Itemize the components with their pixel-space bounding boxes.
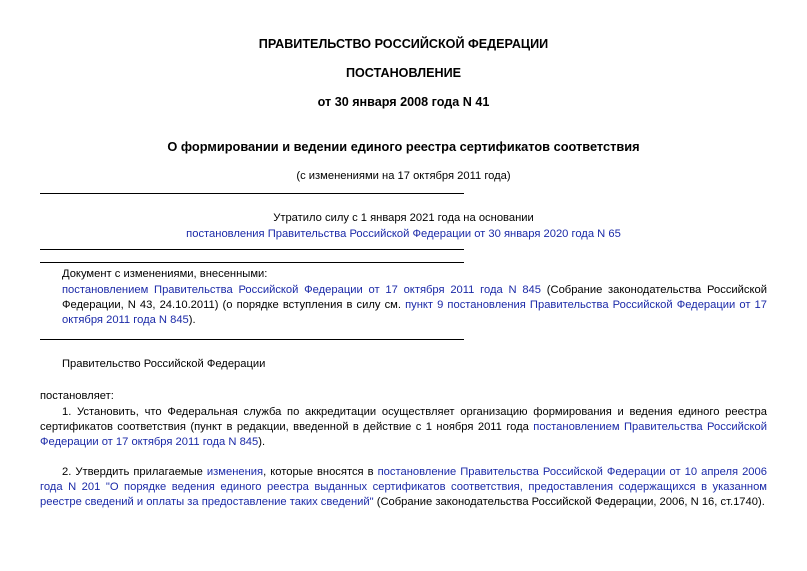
government-heading: ПРАВИТЕЛЬСТВО РОССИЙСКОЙ ФЕДЕРАЦИИ: [258, 37, 549, 51]
divider: [40, 339, 464, 340]
expired-basis-link[interactable]: постановления Правительства Российской Федерации от 30 января 2020 года N 65: [186, 228, 621, 240]
item-1-link[interactable]: постановлением Правительства Российской Федерации от 17 октября 2011 года N 845: [40, 421, 767, 448]
expired-notice-link-line: [0, 227, 807, 242]
divider: [40, 249, 464, 250]
decree-201-link[interactable]: постановление Правительства Российской Федерации от 10 апреля 2006 года N 201 "О порядке ведения единого реестра выданных сертификатов соответствия, предоставления содержащихся в указанном реестре сведений и оплаты за предоставление таких сведений": [40, 466, 767, 508]
changes-list: [40, 283, 767, 328]
document-title: О формировании и ведении единого реестра сертификатов соответствия: [167, 139, 640, 154]
date-number-heading: от 30 января 2008 года N 41: [317, 95, 490, 109]
item-1-text: 1. Установить, что Федеральная служба по аккредитации осуществляет организацию формирования и ведения единого реестра сертификатов соответствия (пункт в редакции, введенной в действие с 1 ноября 2011 года: [40, 406, 767, 433]
changes-text-end: ).: [188, 314, 196, 326]
changes-intro: Документ с изменениями, внесенными:: [62, 268, 268, 280]
decrees-word: постановляет:: [40, 390, 114, 402]
document-type-heading: ПОСТАНОВЛЕНИЕ: [345, 66, 462, 80]
issuer: Правительство Российской Федерации: [62, 358, 266, 370]
item-2-text-2: , которые вносятся в: [263, 466, 378, 478]
amendment-decree-link[interactable]: постановлением Правительства Российской Федерации от 17 октября 2011 года N 845: [62, 284, 541, 296]
item-2-text-3: (Собрание законодательства Российской Федерации, 2006, N 16, ст.1740).: [373, 496, 765, 508]
item-2: [40, 465, 767, 510]
changes-link[interactable]: изменения: [206, 466, 264, 478]
changes-text: (Собрание законодательства Российской Федерации, N 43, 24.10.2011) (о порядке вступления в силу см.: [62, 284, 767, 311]
item-2-text-1: 2. Утвердить прилагаемые: [62, 466, 207, 478]
item-1-tail: ).: [258, 436, 266, 448]
entry-into-force-link[interactable]: пункт 9 постановления Правительства Российской Федерации от 17 октября 2011 года N 845: [62, 299, 767, 326]
amendments-note: (с изменениями на 17 октября 2011 года): [296, 170, 511, 182]
item-1: [40, 405, 767, 450]
divider: [40, 193, 464, 194]
divider: [40, 262, 464, 263]
expired-notice: Утратило силу с 1 января 2021 года на основании: [273, 212, 534, 224]
